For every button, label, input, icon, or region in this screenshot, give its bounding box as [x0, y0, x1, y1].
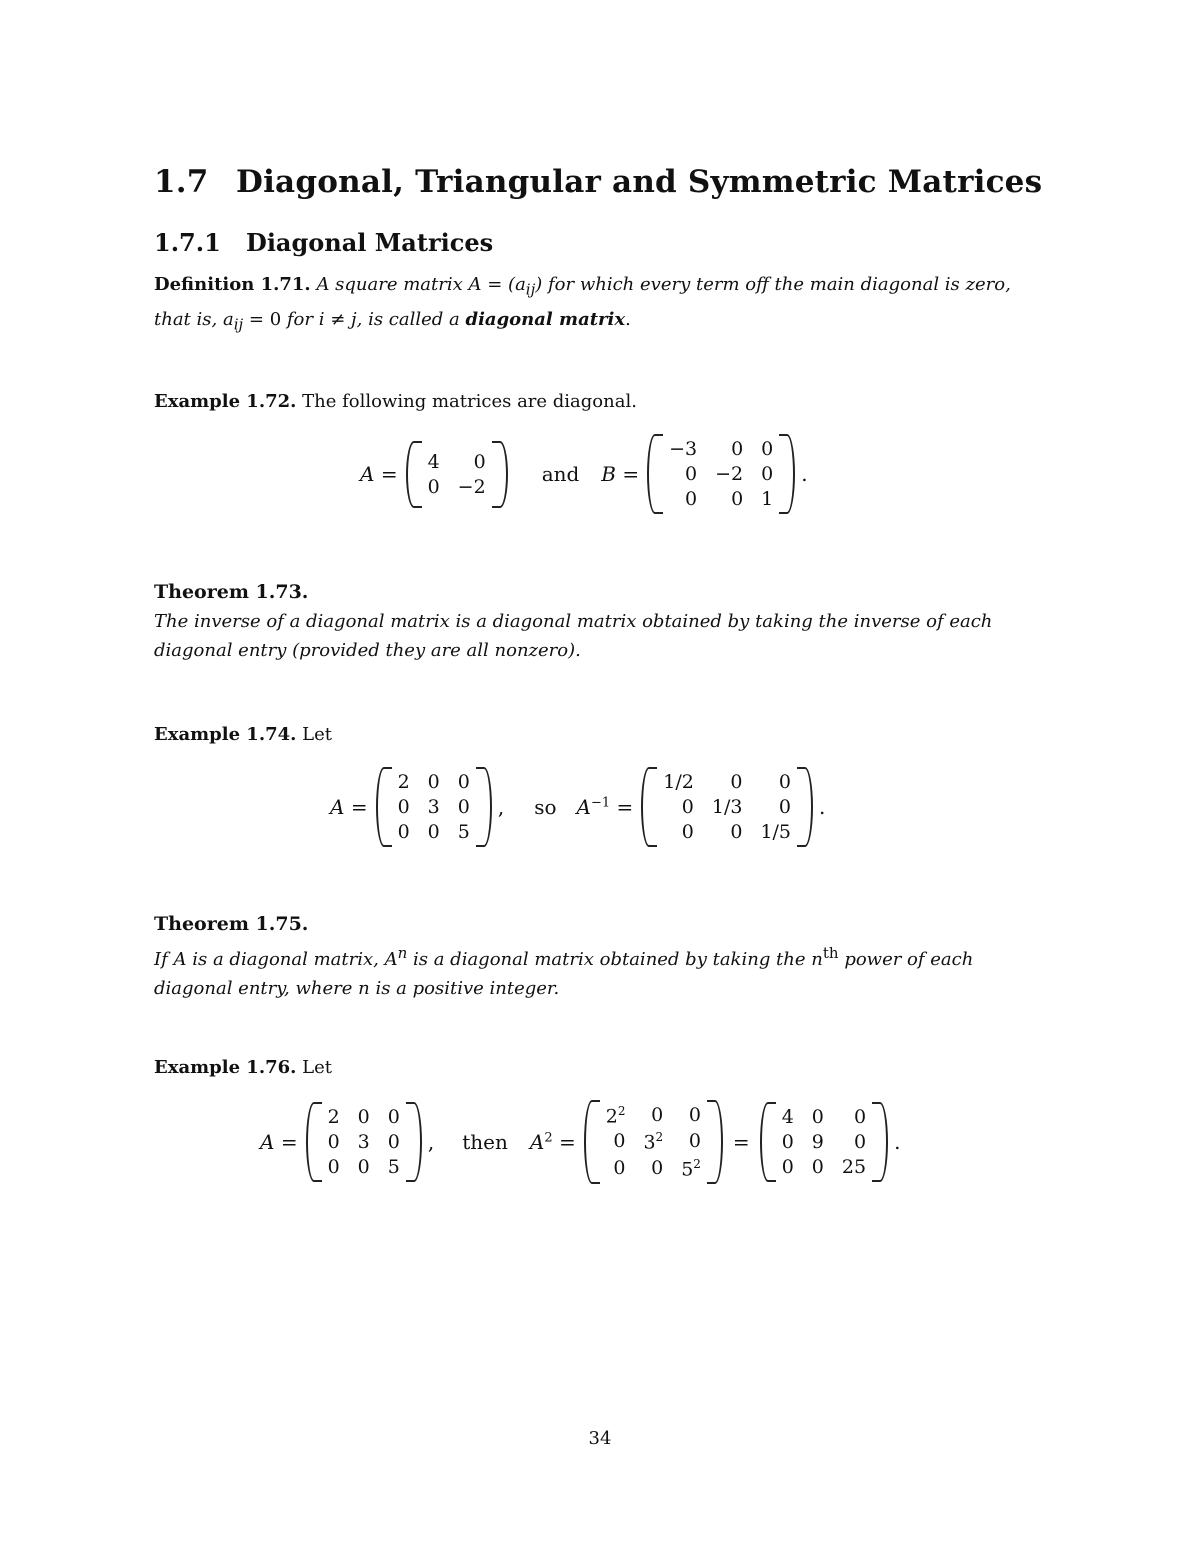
matrix-A2-powers-3x3 [584, 1100, 723, 1184]
matrix-cell: 0 [357, 1156, 370, 1178]
example-172-equation: A = 4 0 0 −2 and B = −3 0 0 0 −2 0 0 0 1 . [360, 430, 808, 518]
theorem-173-text: The inverse of a diagonal matrix is a diagonal matrix obtained by taking the inverse of each diagonal entry (provided they are all nonzero). [154, 611, 993, 661]
matrix-cell: 0 [811, 1106, 824, 1128]
theorem-175-text-c: is a diagonal matrix obtained by taking the [413, 949, 806, 970]
matrix-cell: 0 [651, 1156, 664, 1179]
matrix-cell: 0 [685, 463, 698, 485]
matrix-cell: 0 [688, 1130, 701, 1153]
example-174-text: Let [302, 724, 332, 745]
matrix-cell: 3 [427, 796, 440, 818]
example-172-text: The following matrices are diagonal. [302, 391, 637, 412]
example-1-76-text [154, 1053, 1042, 1082]
theorem-175-text-e: is a positive integer. [375, 978, 560, 999]
matrix-B-label: B = [601, 462, 640, 486]
definition-text-a: A square matrix [316, 274, 463, 295]
matrix-cell: 0 [685, 488, 698, 510]
theorem-175-math-A: A [173, 949, 187, 970]
matrix-cell: 5 [387, 1156, 400, 1178]
example-174-equation: A = 2 0 0 0 3 0 0 0 5 , so $A^{-1}$ = 1/2 0 0 0 1/3 0 0 0 1/5 . [330, 762, 825, 852]
connector-then: then [462, 1130, 508, 1154]
matrix-cell: 1/5 [760, 821, 792, 843]
matrix-cell: 0 [397, 796, 410, 818]
matrix-cell: $5^2$ [681, 1156, 701, 1180]
example-176-text: Let [302, 1057, 332, 1078]
matrix-A-label: A = [360, 462, 398, 486]
matrix-cell: 25 [841, 1156, 867, 1178]
theorem-175-math-nth: $n^{th}$ [811, 944, 839, 970]
matrix-cell: 0 [853, 1131, 867, 1153]
matrix-cell: 0 [730, 771, 743, 793]
definition-end: . [625, 308, 631, 330]
definition-text-d: , is called a [356, 308, 460, 330]
definition-text-c: for [286, 308, 313, 330]
definition-1-71 [154, 270, 1042, 339]
matrix-A-2x2 [406, 441, 508, 508]
matrix-cell: 0 [357, 1106, 370, 1128]
theorem-175-math-n: n [358, 978, 370, 999]
matrix-cell: 0 [681, 821, 694, 843]
definition-math-c: i ≠ j [318, 308, 357, 330]
matrix-cell: 0 [731, 438, 744, 460]
section-title: Diagonal, Triangular and Symmetric Matrices [236, 164, 1043, 200]
section-heading [154, 164, 1042, 200]
matrix-cell: 0 [427, 771, 440, 793]
matrix-cell: $3^2$ [643, 1130, 664, 1154]
matrix-cell: 0 [387, 1106, 400, 1128]
matrix-Ainv-label: $A^{-1}$ = [576, 795, 634, 819]
theorem-175-text-b: is a diagonal matrix, [192, 949, 379, 970]
matrix-A-label: A = [260, 1130, 298, 1154]
definition-term: diagonal matrix [465, 308, 626, 330]
matrix-cell: 2 [397, 771, 410, 793]
matrix-cell: 0 [397, 821, 410, 843]
example-176-label: Example 1.76. [154, 1057, 297, 1078]
matrix-cell: 0 [731, 488, 744, 510]
matrix-cell: 2 [327, 1106, 340, 1128]
definition-label: Definition 1.71. [154, 274, 311, 295]
matrix-cell: 5 [457, 821, 470, 843]
theorem-175-math-An: $A^n$ [384, 944, 408, 970]
matrix-cell: 0 [473, 450, 486, 473]
theorem-173-label: Theorem 1.73. [154, 581, 309, 603]
matrix-cell: 0 [778, 771, 792, 793]
matrix-cell: 1/3 [711, 796, 743, 818]
matrix-cell: 0 [387, 1131, 400, 1153]
definition-text-b: for which every term off the main diagonal is zero, that is, [154, 274, 1011, 330]
matrix-cell: 0 [811, 1156, 824, 1178]
matrix-cell: 4 [427, 450, 440, 473]
matrix-cell: 0 [688, 1104, 701, 1126]
matrix-cell: 0 [761, 438, 774, 460]
matrix-cell: 0 [778, 796, 792, 818]
matrix-cell: 0 [853, 1106, 867, 1128]
matrix-cell: 9 [811, 1131, 824, 1153]
matrix-cell: 0 [457, 796, 470, 818]
subsection-number: 1.7.1 [154, 228, 221, 257]
matrix-cell: 0 [327, 1131, 340, 1153]
matrix-A2-label: $A^2$ = [529, 1130, 576, 1154]
theorem-1-75 [154, 910, 1042, 1003]
page-number: 34 [588, 1428, 612, 1449]
connector-and: and [541, 462, 580, 486]
matrix-A2-result-3x3 [760, 1102, 888, 1182]
matrix-cell: 0 [651, 1104, 664, 1126]
definition-math-a: $A = (a_{ij})$ [468, 274, 543, 299]
connector-so: so [534, 795, 557, 819]
matrix-cell: 0 [730, 821, 743, 843]
matrix-cell: 0 [681, 796, 694, 818]
example-1-72-text [154, 387, 1042, 416]
matrix-cell: 0 [457, 771, 470, 793]
matrix-cell: 1/2 [663, 771, 694, 793]
matrix-cell: 0 [781, 1131, 794, 1153]
matrix-A-3x3 [376, 767, 492, 847]
matrix-cell: −2 [715, 463, 744, 485]
example-174-label: Example 1.74. [154, 724, 297, 745]
matrix-Ainv-3x3 [641, 767, 813, 847]
subsection-heading [154, 228, 493, 257]
subsection-title: Diagonal Matrices [246, 228, 494, 257]
matrix-A-3x3 [306, 1102, 422, 1182]
matrix-cell: 0 [427, 821, 440, 843]
section-number: 1.7 [154, 164, 209, 200]
matrix-cell: 1 [761, 488, 774, 510]
matrix-B-3x3 [647, 434, 795, 514]
example-176-equation: A = 2 0 0 0 3 0 0 0 5 , then $A^2$ = $2^2$ 0 0 0 $3^2$ 0 0 0 $5^2$ = 4 0 0 0 9 0 0 0 25 . [260, 1096, 900, 1188]
matrix-A-label: A = [330, 795, 368, 819]
matrix-cell: 0 [613, 1156, 626, 1179]
definition-math-b: $a_{ij} = 0$ [222, 308, 282, 334]
matrix-cell: 0 [327, 1156, 340, 1178]
matrix-cell: $2^2$ [605, 1104, 626, 1128]
theorem-175-label: Theorem 1.75. [154, 913, 309, 935]
matrix-cell: −3 [669, 438, 698, 460]
theorem-175-text [154, 939, 1042, 1003]
matrix-cell: 0 [427, 475, 440, 498]
matrix-cell: 0 [613, 1130, 626, 1153]
theorem-1-73 [154, 578, 1042, 665]
matrix-cell: 4 [781, 1106, 794, 1128]
matrix-cell: 3 [357, 1131, 370, 1153]
example-1-74-text [154, 720, 1042, 749]
theorem-175-text-d: power of each diagonal entry, where [154, 949, 974, 999]
theorem-175-text-a: If [154, 949, 168, 970]
matrix-cell: −2 [457, 475, 486, 498]
example-172-label: Example 1.72. [154, 391, 297, 412]
matrix-cell: 0 [761, 463, 774, 485]
matrix-cell: 0 [781, 1156, 794, 1178]
